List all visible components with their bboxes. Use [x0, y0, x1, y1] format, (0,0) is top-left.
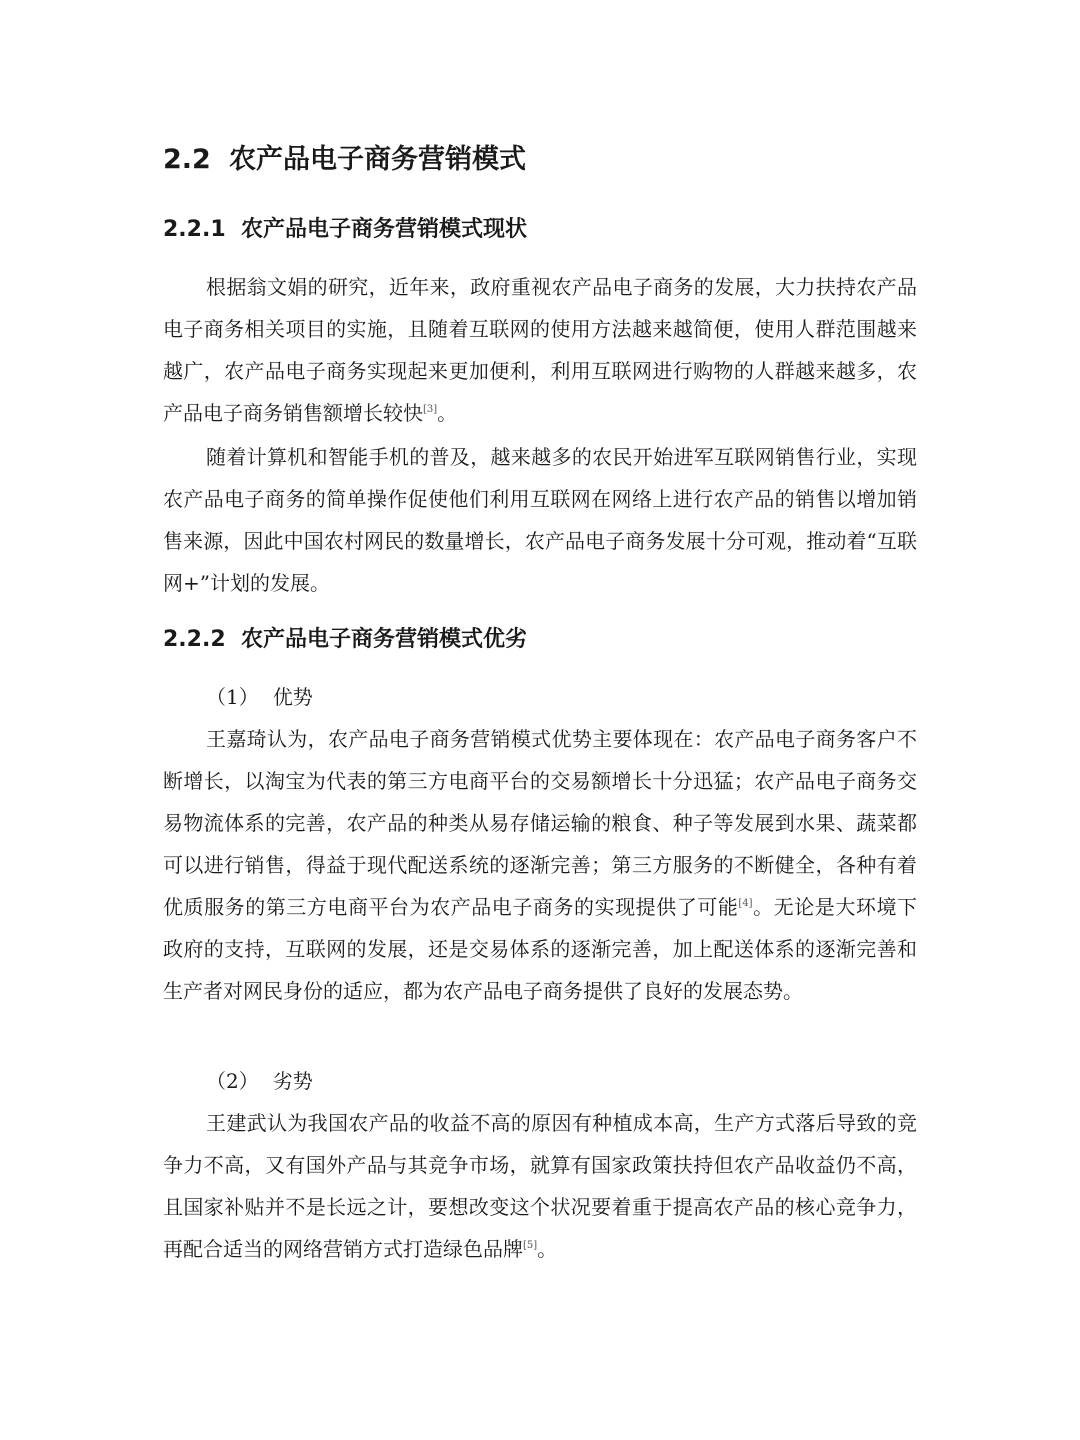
citation-3: [3] [423, 404, 438, 415]
section-title: 农产品电子商务营销模式 [229, 144, 526, 175]
subsection-title: 农产品电子商务营销模式优劣 [241, 627, 528, 652]
paragraph-text: 王建武认为我国农产品的收益不高的原因有种植成本高，生产方式落后导致的竞争力不高，又有国外产品与其竞争市场，就算有国家政策扶持但农产品收益仍不高，且国家补贴并不是长远之计，要想改变这个状况要着重于提高农产品的核心竞争力，再配合适当的网络营销方式打造绿色品牌 [163, 1111, 917, 1261]
paragraph-status-1 [163, 266, 917, 434]
list-item-disadvantage [206, 1060, 313, 1102]
list-marker: （1） [206, 685, 259, 709]
subsection-heading-2-2-2 [163, 624, 527, 656]
citation-4: [4] [738, 898, 753, 909]
subsection-number: 2.2.1 [163, 217, 226, 242]
list-item-advantage [206, 676, 313, 718]
subsection-number: 2.2.2 [163, 627, 226, 652]
paragraph-advantage [163, 718, 917, 1012]
paragraph-text: 王嘉琦认为，农产品电子商务营销模式优势主要体现在：农产品电子商务客户不断增长，以淘宝为代表的第三方电商平台的交易额增长十分迅猛；农产品电子商务交易物流体系的完善，农产品的种类从易存储运输的粮食、种子等发展到水果、蔬菜都可以进行销售，得益于现代配送系统的逐渐完善；第三方服务的不断健全，各种有着优质服务的第三方电商平台为农产品电子商务的实现提供了可能 [163, 727, 917, 919]
paragraph-text-continued: 。无论是大环境下政府的支持，互联网的发展，还是交易体系的逐渐完善，加上配送体系的逐渐完善和生产者对网民身份的适应，都为农产品电子商务提供了良好的发展态势。 [163, 895, 917, 1003]
paragraph-text: 根据翁文娟的研究，近年来，政府重视农产品电子商务的发展，大力扶持农产品电子商务相关项目的实施，且随着互联网的使用方法越来越简便，使用人群范围越来越广，农产品电子商务实现起来更加便利，利用互联网进行购物的人群越来越多，农产品电子商务销售额增长较快 [163, 275, 917, 425]
list-marker: （2） [206, 1069, 259, 1093]
subsection-heading-2-2-1 [163, 214, 527, 246]
subsection-title: 农产品电子商务营销模式现状 [241, 217, 528, 242]
paragraph-end: 。 [537, 1237, 558, 1261]
citation-5: [5] [523, 1240, 538, 1251]
list-label: 优势 [272, 685, 313, 709]
paragraph-end: 。 [437, 401, 458, 425]
paragraph-disadvantage [163, 1102, 917, 1270]
section-heading [163, 140, 526, 180]
paragraph-text: 随着计算机和智能手机的普及，越来越多的农民开始进军互联网销售行业，实现农产品电子商务的简单操作促使他们利用互联网在网络上进行农产品的销售以增加销售来源，因此中国农村网民的数量增长，农产品电子商务发展十分可观，推动着“互联网+”计划的发展。 [163, 445, 917, 595]
section-number: 2.2 [163, 144, 211, 175]
paragraph-status-2 [163, 436, 917, 604]
list-label: 劣势 [272, 1069, 313, 1093]
